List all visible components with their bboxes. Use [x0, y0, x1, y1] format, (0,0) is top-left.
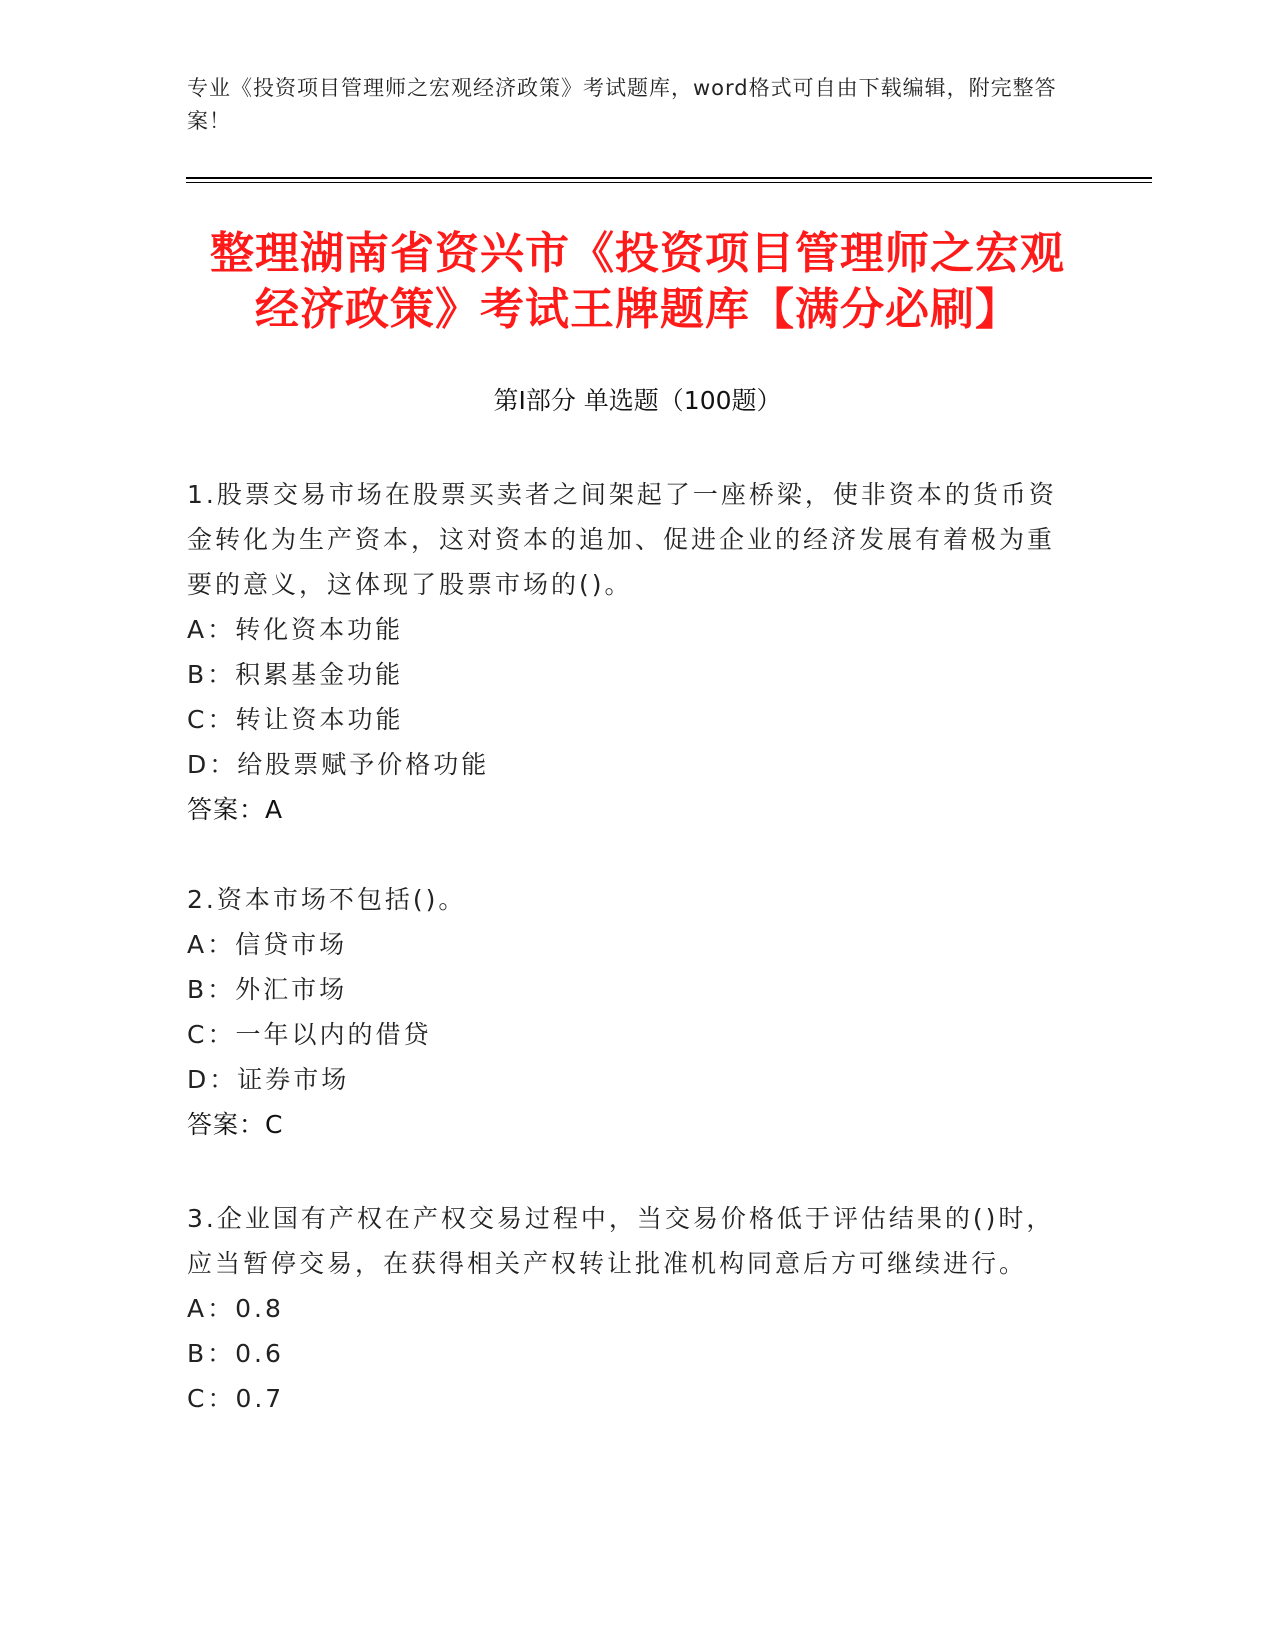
answer: 答案：C — [187, 1110, 284, 1139]
option-c: C：一年以内的借贷 — [187, 1020, 432, 1049]
option-c: C：0.7 — [187, 1384, 285, 1413]
option-a: A：信贷市场 — [187, 930, 348, 959]
option-b: B：外汇市场 — [187, 975, 348, 1004]
option-c: C：转让资本功能 — [187, 705, 404, 734]
answer: 答案：A — [187, 795, 284, 824]
header-divider-thin — [186, 182, 1152, 183]
option-d: D：证券市场 — [187, 1065, 350, 1094]
option-d: D：给股票赋予价格功能 — [187, 750, 490, 779]
document-title — [170, 226, 1105, 338]
document-title-line-2: 经济政策》考试王牌题库【满分必刷】 — [255, 284, 1020, 335]
question-1 — [187, 472, 1067, 832]
question-stem: 2.资本市场不包括()。 — [187, 885, 467, 914]
header-note: 专业《投资项目管理师之宏观经济政策》考试题库，word格式可自由下载编辑，附完整答案！ — [187, 76, 1057, 133]
option-a: A：转化资本功能 — [187, 615, 404, 644]
option-b: B：0.6 — [187, 1339, 284, 1368]
header-divider-thick — [186, 177, 1152, 179]
section-heading: 第Ⅰ部分 单选题（100题） — [493, 386, 782, 415]
question-stem: 3.企业国有产权在产权交易过程中，当交易价格低于评估结果的()时，应当暂停交易，在获得相关产权转让批准机构同意后方可继续进行。 — [187, 1204, 1055, 1278]
question-2 — [187, 877, 1067, 1147]
question-3 — [187, 1196, 1067, 1421]
option-b: B：积累基金功能 — [187, 660, 404, 689]
question-stem: 1.股票交易市场在股票买卖者之间架起了一座桥梁，使非资本的货币资金转化为生产资本，这对资本的追加、促进企业的经济发展有着极为重要的意义，这体现了股票市场的()。 — [187, 480, 1057, 599]
document-title-line-1: 整理湖南省资兴市《投资项目管理师之宏观 — [210, 228, 1065, 279]
option-a: A：0.8 — [187, 1294, 284, 1323]
